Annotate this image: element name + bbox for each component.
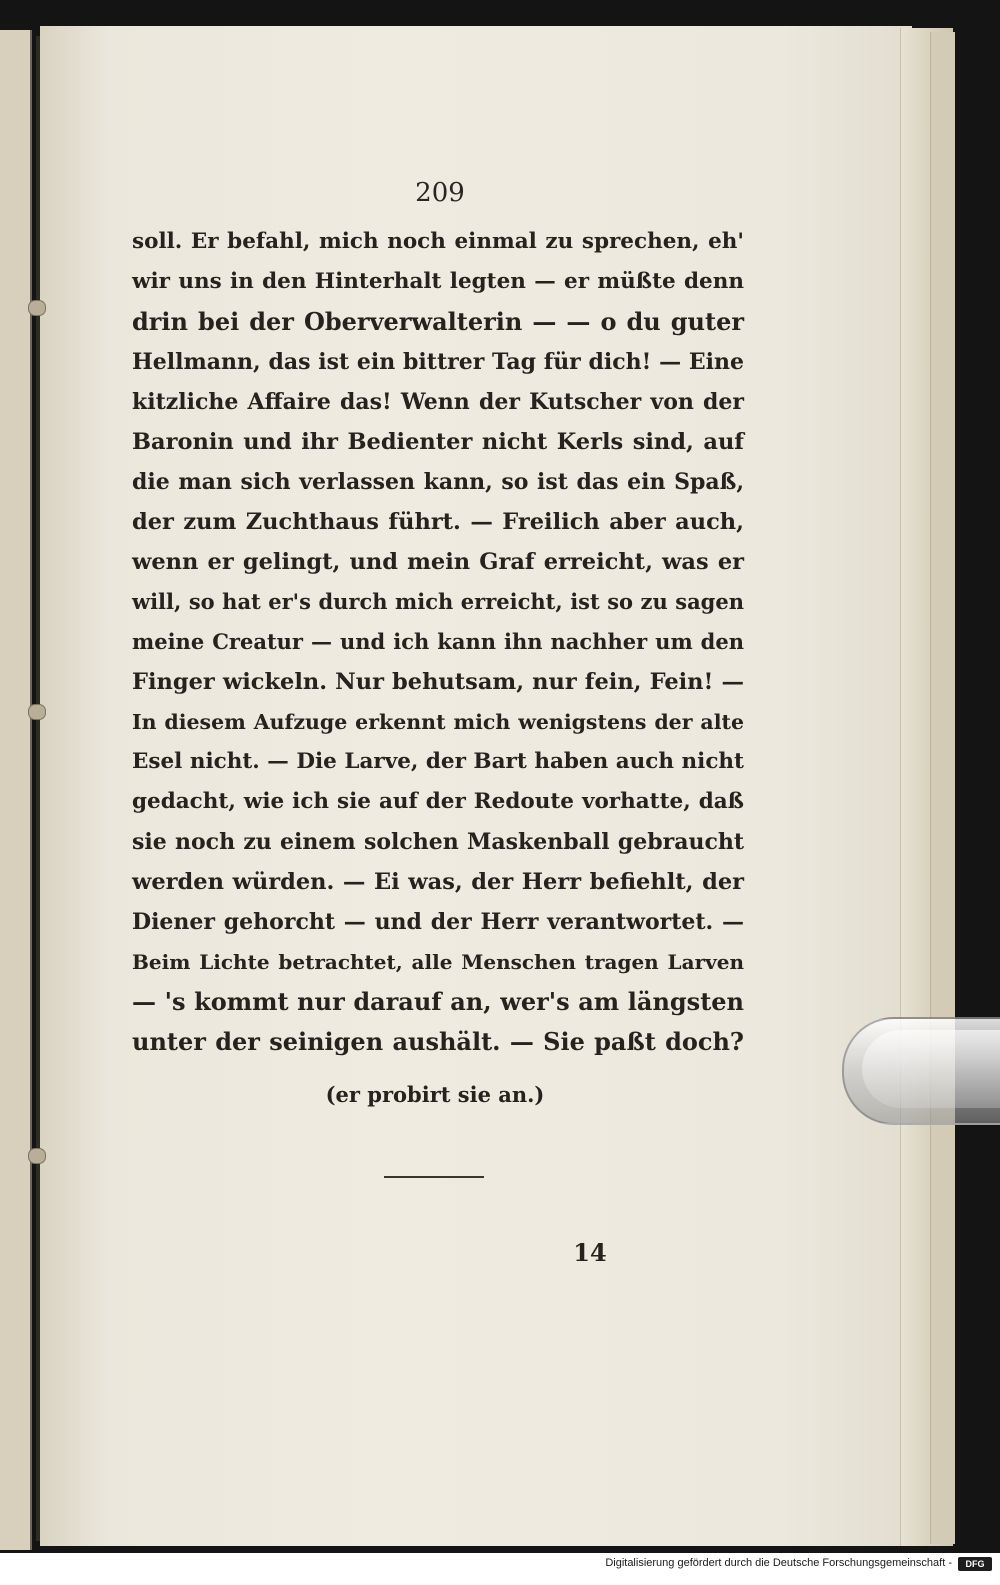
text-line: — 's kommt nur darauf an, wer's am längsten	[132, 987, 744, 1016]
page-stack-edge-outer	[930, 32, 955, 1544]
text-line: drin bei der Oberverwalterin — — o du guter	[132, 307, 744, 336]
text-line: Diener gehorcht — und der Herr verantwortet. —	[132, 909, 744, 935]
text-line: Esel nicht. — Die Larve, der Bart haben auch nicht	[132, 749, 744, 774]
section-divider	[384, 1176, 484, 1178]
text-line: werden würden. — Ei was, der Herr befiehlt, der	[132, 869, 744, 895]
text-line: In diesem Aufzuge erkennt mich wenigstens der alte	[132, 710, 744, 734]
facing-page-edge	[0, 30, 32, 1550]
text-line: meine Creatur — und ich kann ihn nachher um den	[132, 629, 744, 654]
dfg-logo-icon: DFG	[958, 1557, 992, 1571]
text-line: Hellmann, das ist ein bittrer Tag für dich! — Eine	[132, 349, 744, 375]
stage-direction: (er probirt sie an.)	[325, 1082, 545, 1107]
binding-stitch	[28, 1148, 46, 1164]
text-line: sie noch zu einem solchen Maskenball gebraucht	[132, 829, 744, 855]
text-line: gedacht, wie ich sie auf der Redoute vorhatte, daß	[132, 789, 744, 814]
page-number: 209	[415, 178, 465, 208]
text-line: der zum Zuchthaus führt. — Freilich aber auch,	[132, 509, 744, 535]
text-line: Finger wickeln. Nur behutsam, nur fein, Fein! —	[132, 669, 744, 695]
text-line: soll. Er befahl, mich noch einmal zu sprechen, eh'	[132, 229, 744, 254]
glass-page-clip-highlight	[862, 1030, 1000, 1108]
text-line: kitzliche Affaire das! Wenn der Kutscher von der	[132, 389, 744, 415]
binding-stitch	[28, 300, 46, 316]
text-line: die man sich verlassen kann, so ist das ein Spaß,	[132, 469, 744, 495]
text-line: wir uns in den Hinterhalt legten — er müßte denn	[132, 269, 744, 294]
text-line: unter der seinigen aushält. — Sie paßt doch?	[132, 1027, 744, 1056]
body-text	[132, 222, 744, 1062]
footer-credit: Digitalisierung gefördert durch die Deutsche Forschungsgemeinschaft -	[605, 1557, 952, 1569]
text-line: wenn er gelingt, und mein Graf erreicht, was er	[132, 549, 744, 575]
text-line: will, so hat er's durch mich erreicht, ist so zu sagen	[132, 589, 744, 614]
signature-mark: 14	[573, 1238, 607, 1267]
text-line: Beim Lichte betrachtet, alle Menschen tragen Larven	[132, 950, 744, 974]
binding-stitch	[28, 704, 46, 720]
text-line: Baronin und ihr Bedienter nicht Kerls sind, auf	[132, 429, 744, 455]
